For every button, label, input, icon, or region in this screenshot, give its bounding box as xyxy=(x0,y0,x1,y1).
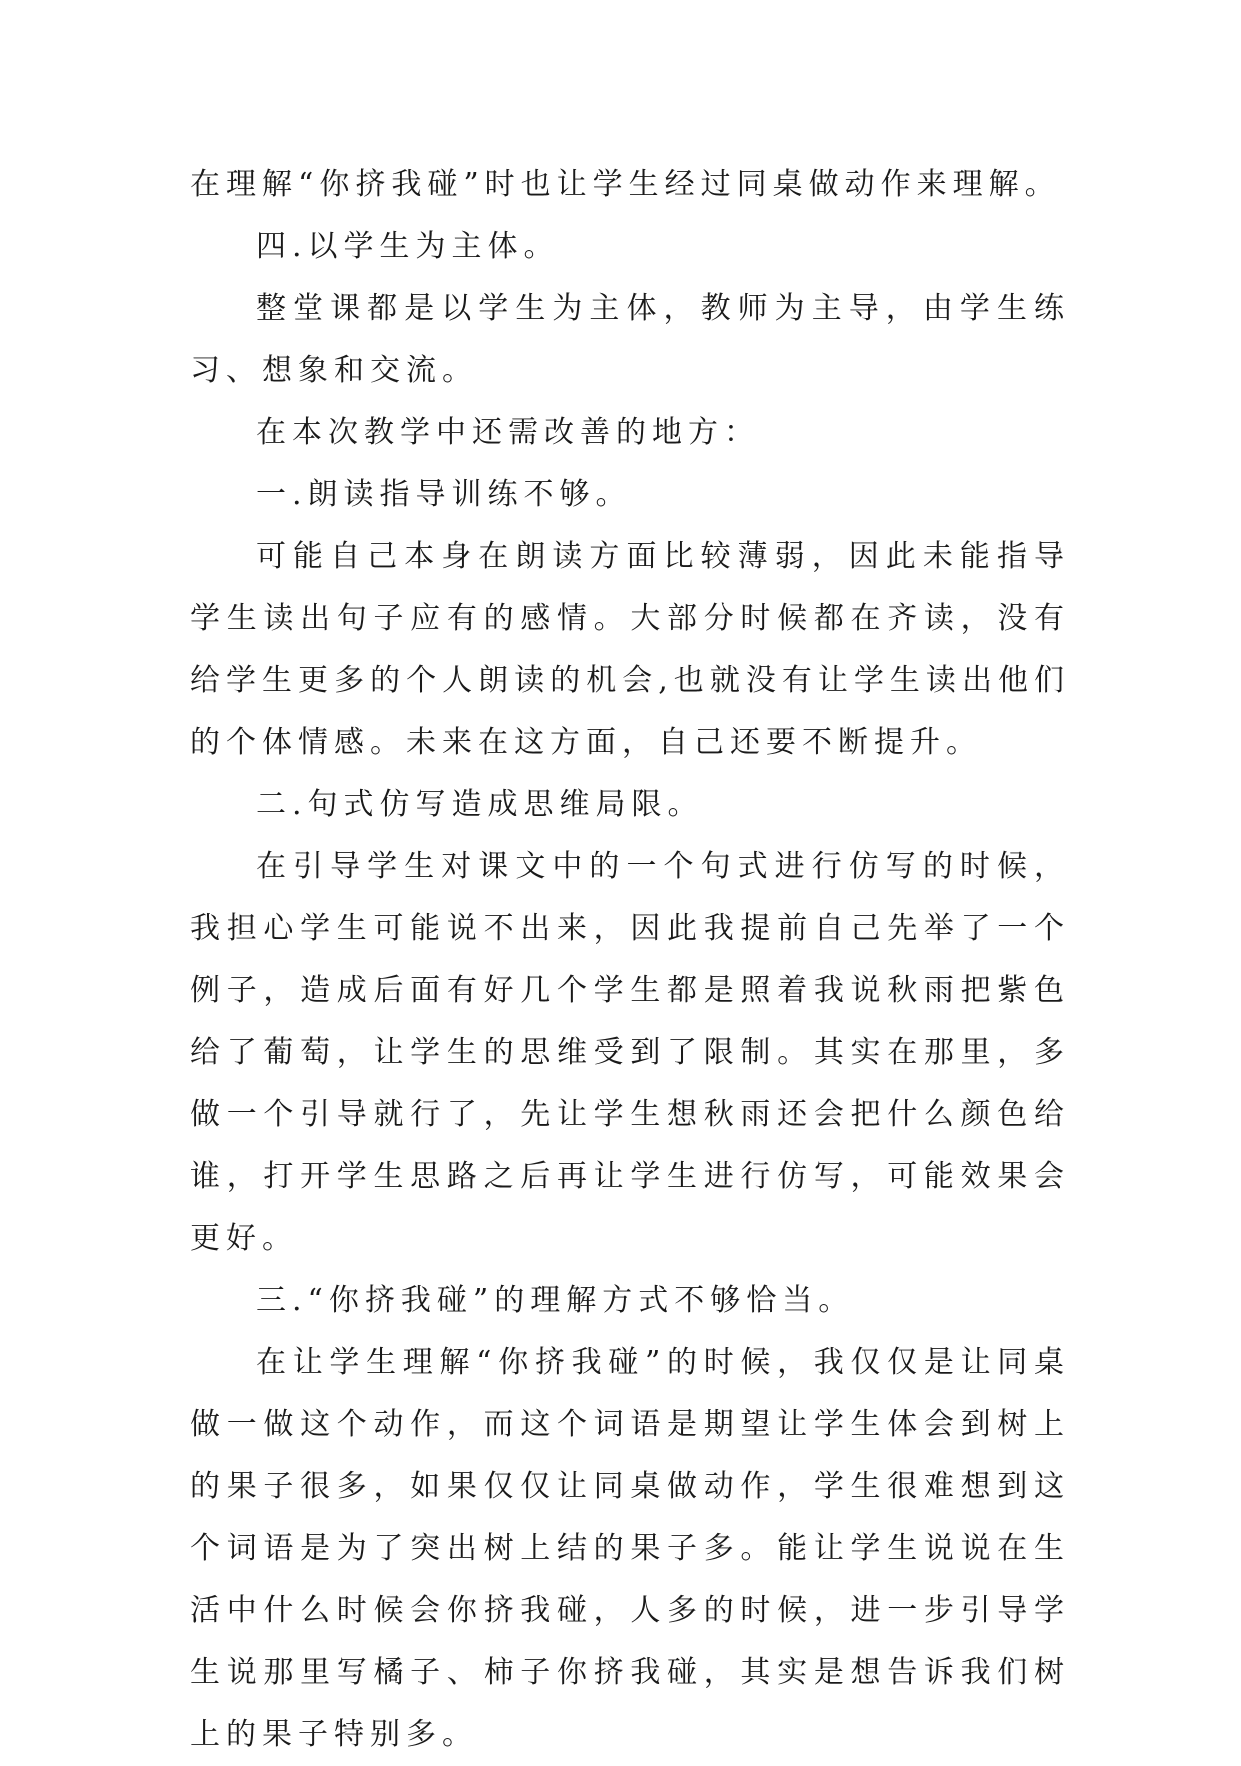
section-heading-4: 四.以学生为主体。 xyxy=(256,229,560,264)
document-body xyxy=(190,154,1070,1766)
section-heading-1: 一.朗读指导训练不够。 xyxy=(256,477,632,512)
paragraph-improvements-intro: 在本次教学中还需改善的地方： xyxy=(256,415,760,450)
paragraph: 可能自己本身在朗读方面比较薄弱，因此未能指导学生读出句子应有的感情。大部分时候都在齐读，没有给学生更多的个人朗读的机会,也就没有让学生读出他们的个体情感。未来在这方面，自己还要不断提升。 xyxy=(190,539,1070,760)
paragraph: 在让学生理解“你挤我碰”的时候，我仅仅是让同桌做一做这个动作，而这个词语是期望让学生体会到树上的果子很多，如果仅仅让同桌做动作，学生很难想到这个词语是为了突出树上结的果子多。能让学生说说在生活中什么时候会你挤我碰，人多的时候，进一步引导学生说那里写橘子、柿子你挤我碰，其实是想告诉我们树上的果子特别多。 xyxy=(190,1345,1070,1752)
paragraph: 整堂课都是以学生为主体，教师为主导，由学生练习、想象和交流。 xyxy=(190,291,1070,388)
section-heading-3: 三.“你挤我碰”的理解方式不够恰当。 xyxy=(256,1283,855,1318)
paragraph-continuation: 在理解“你挤我碰”时也让学生经过同桌做动作来理解。 xyxy=(190,167,1061,202)
paragraph: 在引导学生对课文中的一个句式进行仿写的时候，我担心学生可能说不出来，因此我提前自己先举了一个例子，造成后面有好几个学生都是照着我说秋雨把紫色给了葡萄，让学生的思维受到了限制。其实在那里，多做一个引导就行了，先让学生想秋雨还会把什么颜色给谁，打开学生思路之后再让学生进行仿写，可能效果会更好。 xyxy=(190,849,1070,1256)
section-heading-2: 二.句式仿写造成思维局限。 xyxy=(256,787,704,822)
